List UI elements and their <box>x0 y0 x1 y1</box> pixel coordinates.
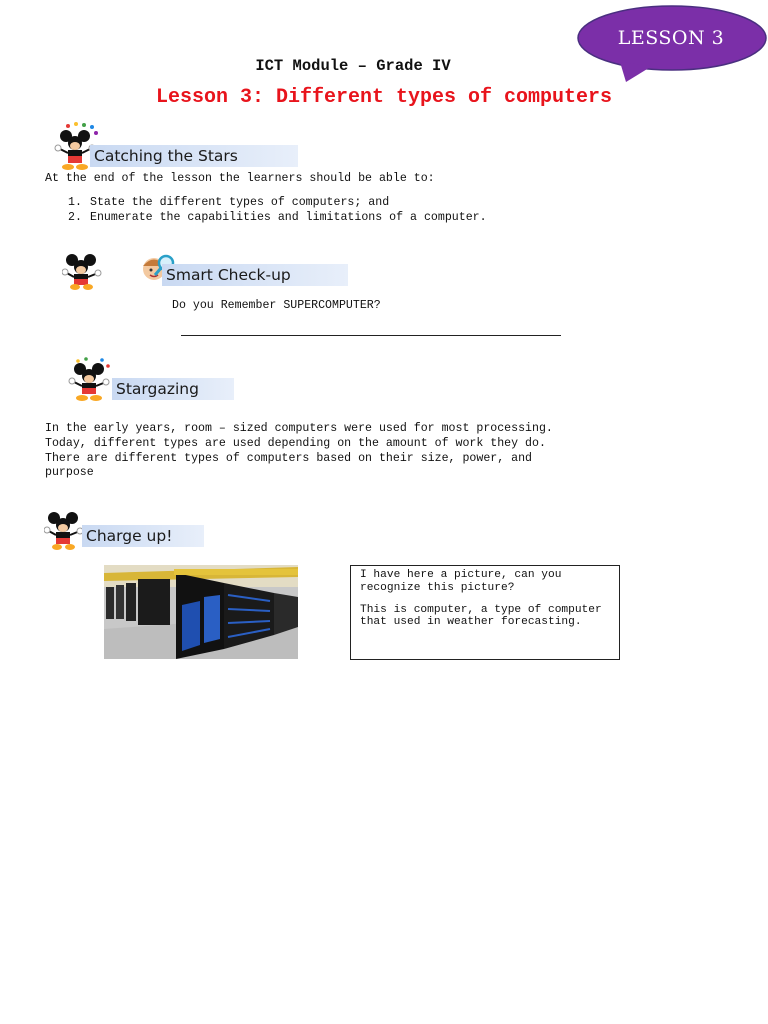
mickey-with-stars-icon <box>68 357 112 403</box>
section-banner-stargazing: Stargazing <box>112 378 234 400</box>
supercomputer-photo <box>104 565 298 659</box>
section-banner-charge-up: Charge up! <box>82 525 204 547</box>
box-paragraph: This is computer, a type of computer that used in weather forecasting. <box>360 603 602 629</box>
paragraph-line: Today, different types are used depending on the amount of work they do. <box>45 436 546 450</box>
answer-line <box>181 335 561 336</box>
objectives-list <box>68 196 487 226</box>
section-banner-catching-the-stars: Catching the Stars <box>90 145 298 167</box>
paragraph-line: There are different types of computers based on their size, power, and <box>45 451 533 465</box>
list-item <box>68 211 487 226</box>
stargazing-paragraph <box>45 422 553 481</box>
list-item-text: Enumerate the capabilities and limitations of a computer. <box>90 210 487 224</box>
paragraph-line: In the early years, room – sized computers were used for most processing. <box>45 422 553 435</box>
list-item-number: 1. <box>68 196 82 209</box>
paragraph-line: purpose <box>45 466 94 480</box>
list-item-text: State the different types of computers; and <box>90 196 390 209</box>
module-title: ICT Module – Grade IV <box>255 57 451 75</box>
list-item-number: 2. <box>68 210 82 224</box>
mickey-icon <box>44 511 84 551</box>
list-item <box>68 196 487 211</box>
check-question: Do you Remember SUPERCOMPUTER? <box>172 299 381 312</box>
picture-description-box <box>350 565 620 660</box>
lesson-title: Lesson 3: Different types of computers <box>155 86 613 109</box>
mickey-icon <box>62 253 102 291</box>
lesson-badge-label: LESSON 3 <box>617 27 725 49</box>
section-banner-smart-check-up: Smart Check-up <box>162 264 348 286</box>
box-paragraph: I have here a picture, can you recognize this picture? <box>360 569 562 594</box>
objectives-intro: At the end of the lesson the learners should be able to: <box>45 172 435 185</box>
